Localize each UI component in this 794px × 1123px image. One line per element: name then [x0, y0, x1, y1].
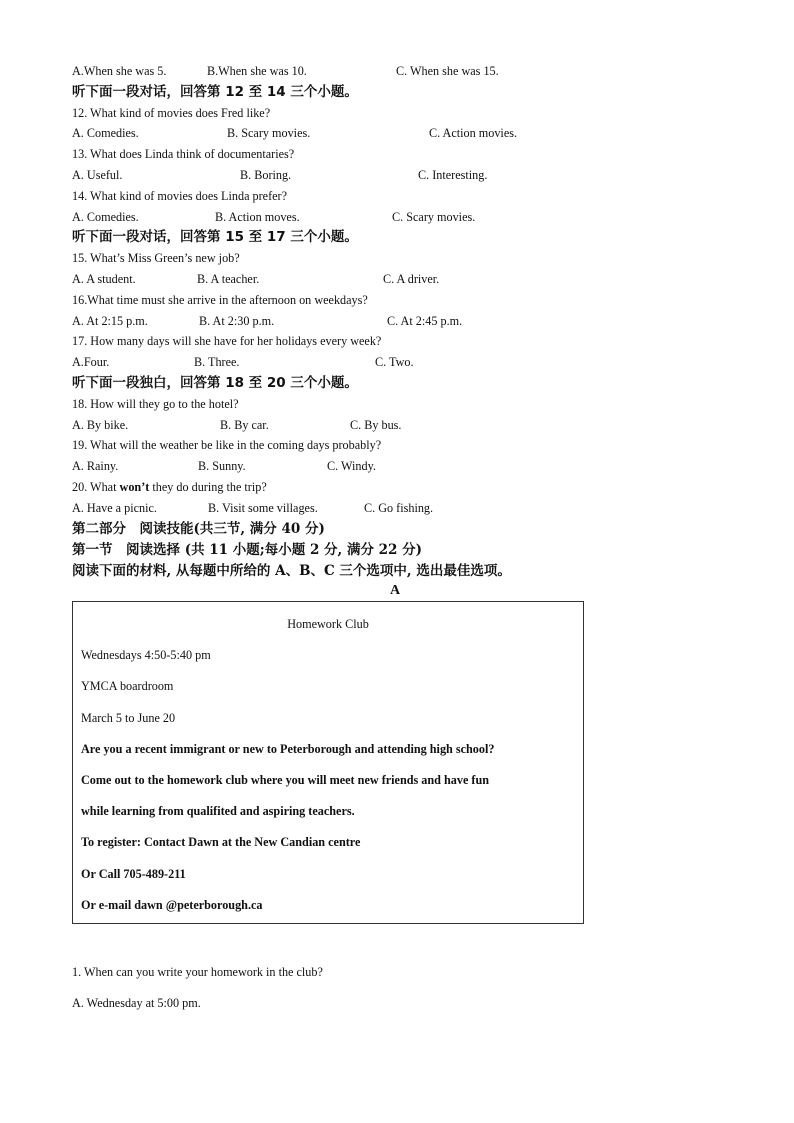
- q11-option-c: C. When she was 15.: [396, 64, 499, 78]
- q14-option-a: A. Comedies.: [72, 210, 139, 224]
- q19-question: 19. What will the weather be like in the coming days probably?: [72, 438, 382, 452]
- q18-question: 18. How will they go to the hotel?: [72, 397, 239, 411]
- notice-line-2: Come out to the homework club where you will meet new friends and have fun: [81, 773, 490, 787]
- q14-option-b: B. Action moves.: [215, 210, 300, 224]
- q11-option-a: A.When she was 5.: [72, 64, 167, 78]
- q12-option-a: A. Comedies.: [72, 126, 139, 140]
- q15-option-a: A. A student.: [72, 272, 136, 286]
- q13-option-a: A. Useful.: [72, 168, 123, 182]
- q16-option-b: B. At 2:30 p.m.: [199, 314, 275, 328]
- q13-option-b: B. Boring.: [240, 168, 292, 182]
- q17-option-a: A.Four.: [72, 355, 110, 369]
- notice-phone: Or Call 705-489-211: [81, 867, 186, 881]
- heading-q12-14: 听下面一段对话，回答第 12 至 14 三个小题。: [72, 84, 358, 100]
- q16-option-a: A. At 2:15 p.m.: [72, 314, 148, 328]
- q14-question: 14. What kind of movies does Linda prefer?: [72, 189, 288, 203]
- q20-question-pre: 20. What: [72, 480, 120, 494]
- reading-q1-option-a: A. Wednesday at 5:00 pm.: [72, 996, 201, 1010]
- q19-option-a: A. Rainy.: [72, 459, 119, 473]
- q20-option-a: A. Have a picnic.: [72, 501, 157, 515]
- notice-line-3: while learning from qualifited and aspiring teachers.: [81, 804, 355, 818]
- q17-option-b: B. Three.: [194, 355, 240, 369]
- q18-option-b: B. By car.: [220, 418, 269, 432]
- notice-register: To register: Contact Dawn at the New Candian centre: [81, 835, 361, 849]
- q19-option-c: C. Windy.: [327, 459, 376, 473]
- notice-place: YMCA boardroom: [81, 679, 174, 693]
- heading-q15-17: 听下面一段对话，回答第 15 至 17 三个小题。: [72, 229, 358, 245]
- q20-question: [72, 479, 267, 495]
- notice-email: Or e-mail dawn @peterborough.ca: [81, 898, 263, 912]
- passage-letter: A: [390, 583, 401, 598]
- notice-time: Wednesdays 4:50-5:40 pm: [81, 648, 211, 662]
- q12-option-b: B. Scary movies.: [227, 126, 311, 140]
- q17-option-c: C. Two.: [375, 355, 414, 369]
- q16-option-c: C. At 2:45 p.m.: [387, 314, 463, 328]
- q15-option-b: B. A teacher.: [197, 272, 260, 286]
- notice-dates: March 5 to June 20: [81, 711, 176, 725]
- q13-option-c: C. Interesting.: [418, 168, 488, 182]
- q14-option-c: C. Scary movies.: [392, 210, 476, 224]
- q20-question-emphasis: won’t: [119, 480, 150, 494]
- q16-question: 16.What time must she arrive in the afternoon on weekdays?: [72, 293, 368, 307]
- notice-line-1: Are you a recent immigrant or new to Peterborough and attending high school?: [81, 742, 495, 756]
- q19-option-b: B. Sunny.: [198, 459, 246, 473]
- reading-instruction: 阅读下面的材料, 从每题中所给的 A、B、C 三个选项中, 选出最佳选项。: [72, 563, 511, 579]
- q20-option-c: C. Go fishing.: [364, 501, 434, 515]
- part2-heading: 第二部分 阅读技能(共三节, 满分 40 分): [72, 521, 325, 537]
- q20-question-post: they do during the trip?: [149, 480, 267, 494]
- section1-heading: 第一节 阅读选择 (共 11 小题;每小题 2 分, 满分 22 分): [72, 542, 423, 558]
- q17-question: 17. How many days will she have for her holidays every week?: [72, 334, 382, 348]
- q15-option-c: C. A driver.: [383, 272, 440, 286]
- q12-option-c: C. Action movies.: [429, 126, 518, 140]
- reading-q1-question: 1. When can you write your homework in the club?: [72, 965, 323, 979]
- q15-question: 15. What’s Miss Green’s new job?: [72, 251, 240, 265]
- q18-option-a: A. By bike.: [72, 418, 129, 432]
- q12-question: 12. What kind of movies does Fred like?: [72, 106, 271, 120]
- notice-box: [72, 601, 584, 924]
- q20-option-b: B. Visit some villages.: [208, 501, 318, 515]
- heading-q18-20: 听下面一段独白，回答第 18 至 20 三个小题。: [72, 375, 358, 391]
- q11-option-b: B.When she was 10.: [207, 64, 307, 78]
- q13-question: 13. What does Linda think of documentaries?: [72, 147, 295, 161]
- q18-option-c: C. By bus.: [350, 418, 402, 432]
- notice-title: Homework Club: [287, 617, 369, 631]
